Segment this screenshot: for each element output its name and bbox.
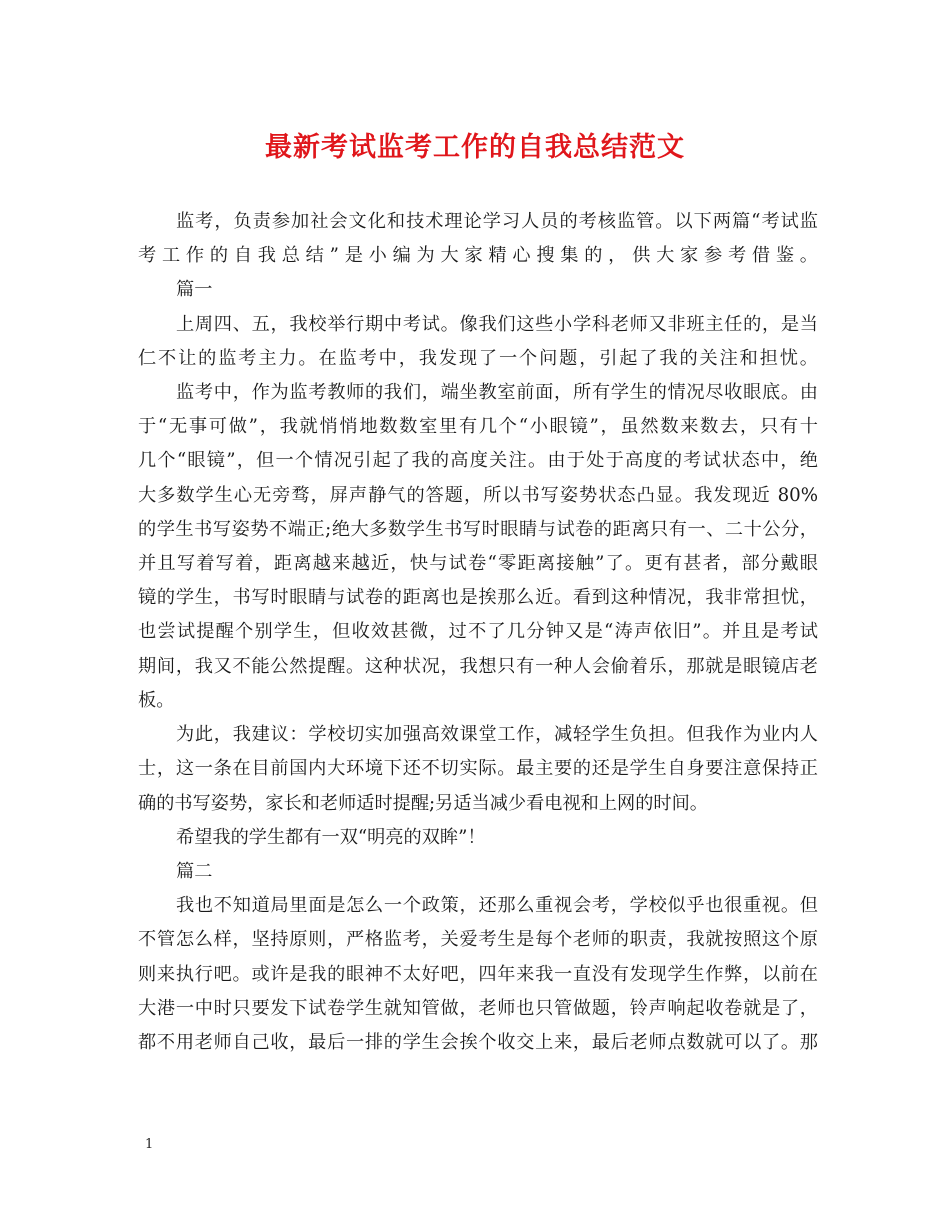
body-line-15: 板。 (138, 690, 175, 711)
section-heading-1: 篇一 (176, 279, 213, 300)
body-line-2: 考工作的自我总结”是小编为大家精心搜集的，供大家参考借鉴。 (138, 245, 818, 266)
document-title: 最新考试监考工作的自我总结范文 (265, 132, 685, 163)
body-line-8: 几个“眼镜”，但一个情况引起了我的高度关注。由于处于高度的考试状态中，绝 (138, 450, 818, 471)
body-line-7: 于“无事可做”，我就悄悄地数数室里有几个“小眼镜”，虽然数来数去，只有十 (138, 416, 818, 437)
body-line-24: 大港一中时只要发下试卷学生就知管做，老师也只管做题，铃声响起收卷就是了， (138, 998, 818, 1019)
body-line-19: 希望我的学生都有一双“明亮的双眸”！ (176, 827, 486, 848)
body-line-14: 期间，我又不能公然提醒。这种状况，我想只有一种人会偷着乐，那就是眼镜店老 (138, 656, 818, 677)
body-line-18: 确的书写姿势，家长和老师适时提醒;另适当减少看电视和上网的时间。 (138, 793, 708, 814)
body-line-4: 上周四、五，我校举行期中考试。像我们这些小学科老师又非班主任的，是当 (176, 314, 818, 335)
body-line-22: 不管怎么样，坚持原则，严格监考，关爱考生是每个老师的职责，我就按照这个原 (138, 929, 818, 950)
body-line-12: 镜的学生，书写时眼睛与试卷的距离也是挨那么近。看到这种情况，我非常担忧， (138, 587, 818, 608)
body-line-13: 也尝试提醒个别学生，但收效甚微，过不了几分钟又是“涛声依旧”。并且是考试 (138, 621, 818, 642)
body-line-25: 都不用老师自己收，最后一排的学生会挨个收交上来，最后老师点数就可以了。那 (138, 1032, 818, 1053)
body-line-5: 仁不让的监考主力。在监考中，我发现了一个问题，引起了我的关注和担忧。 (138, 348, 818, 369)
body-line-6: 监考中，作为监考教师的我们，端坐教室前面，所有学生的情况尽收眼底。由 (176, 382, 818, 403)
section-heading-2: 篇二 (176, 861, 213, 882)
body-line-9: 大多数学生心无旁骛，屏声静气的答题，所以书写姿势状态凸显。我发现近 80% (138, 485, 818, 506)
body-line-23: 则来执行吧。或许是我的眼神不太好吧，四年来我一直没有发现学生作弊，以前在 (138, 964, 818, 985)
body-line-1: 监考，负责参加社会文化和技术理论学习人员的考核监管。以下两篇“考试监 (176, 211, 818, 232)
body-line-11: 并且写着写着，距离越来越近，快与试卷“零距离接触”了。更有甚者，部分戴眼 (138, 553, 818, 574)
body-line-21: 我也不知道局里面是怎么一个政策，还那么重视会考，学校似乎也很重视。但 (176, 895, 818, 916)
body-line-16: 为此，我建议：学校切实加强高效课堂工作，减轻学生负担。但我作为业内人 (176, 724, 818, 745)
body-line-10: 的学生书写姿势不端正;绝大多数学生书写时眼睛与试卷的距离只有一、二十公分， (138, 519, 818, 540)
body-line-17: 士，这一条在目前国内大环境下还不切实际。最主要的还是学生自身要注意保持正 (138, 758, 818, 779)
page-number: 1 (145, 1137, 154, 1152)
